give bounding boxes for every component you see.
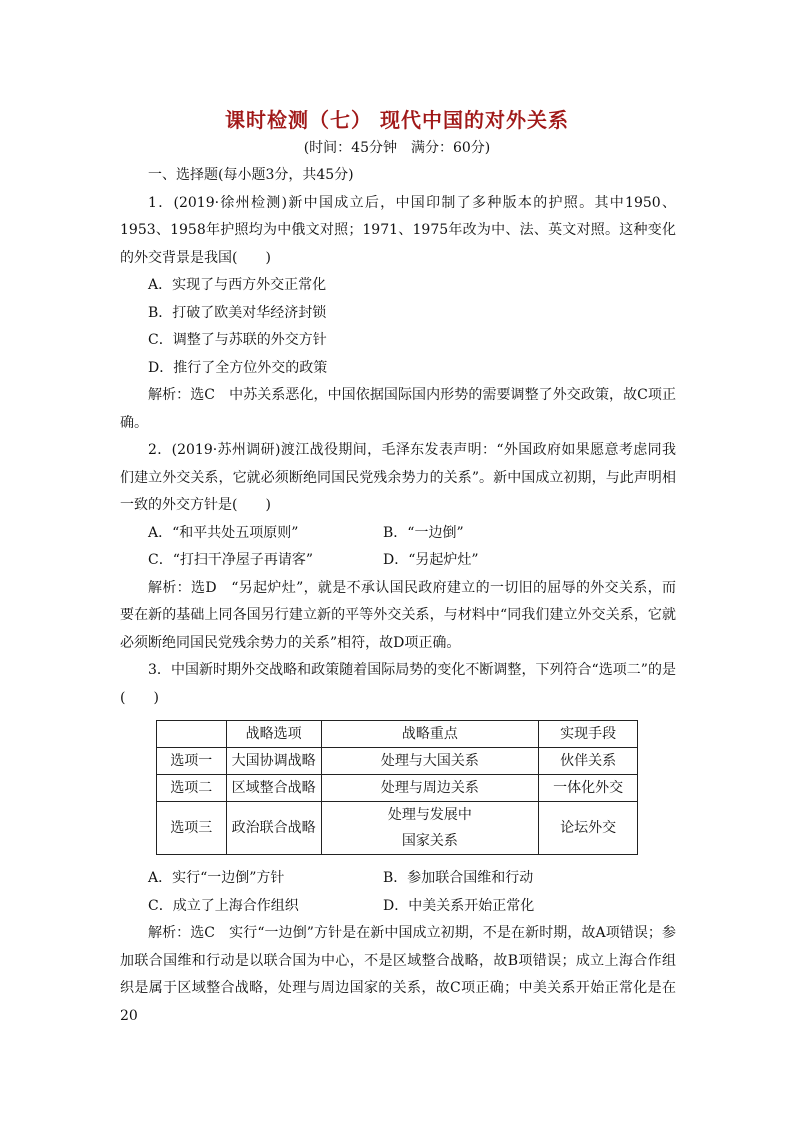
table-header-cell: 战略重点 bbox=[321, 721, 539, 748]
question-2-option-a: A．“和平共处五项原则” bbox=[148, 524, 299, 541]
exam-info: (时间：45分钟 满分：60分) bbox=[303, 140, 491, 156]
question-3-options-row-1 bbox=[120, 865, 676, 893]
question-1-analysis: 解析：选C 中苏关系恶化，中国依据国际国内形势的需要调整了外交政策，故C项正确。 bbox=[120, 387, 676, 431]
question-2-option-d: D．“另起炉灶” bbox=[383, 552, 479, 568]
question-3-option-d: D．中美关系开始正常化 bbox=[383, 897, 535, 914]
page-title: 课时检测（七） 现代中国的对外关系 bbox=[225, 108, 569, 132]
table-cell: 处理与周边关系 bbox=[321, 775, 539, 802]
table-cell bbox=[321, 802, 539, 855]
table-header-cell: 战略选项 bbox=[226, 721, 321, 748]
question-3-stem: 3．中国新时期外交战略和政策随着国际局势的变化不断调整，下列符合“选项二”的是( ) bbox=[120, 662, 676, 706]
table-row bbox=[157, 748, 638, 775]
question-3-option-b: B．参加联合国维和行动 bbox=[383, 870, 534, 886]
question-3-option-c: C．成立了上海合作组织 bbox=[148, 897, 299, 914]
table-row bbox=[157, 775, 638, 802]
table-cell: 选项一 bbox=[157, 748, 227, 775]
question-3-option-a: A．实行“一边倒”方针 bbox=[148, 870, 285, 886]
table-cell: 伙伴关系 bbox=[539, 748, 638, 775]
question-2-options-row-1 bbox=[120, 520, 676, 548]
table-cell-line: 国家关系 bbox=[401, 833, 458, 849]
table-cell: 政治联合战略 bbox=[226, 802, 321, 855]
question-1-option-b: B．打破了欧美对华经济封锁 bbox=[148, 304, 327, 321]
question-2-options-row-2 bbox=[120, 547, 676, 575]
question-1-option-a: A．实现了与西方外交正常化 bbox=[148, 277, 327, 293]
table-cell: 区域整合战略 bbox=[226, 775, 321, 802]
table-header-cell bbox=[157, 721, 227, 748]
question-1-option-c: C．调整了与苏联的外交方针 bbox=[148, 332, 327, 348]
table-row bbox=[157, 802, 638, 855]
table-header-cell: 实现手段 bbox=[539, 721, 638, 748]
table-cell: 选项二 bbox=[157, 775, 227, 802]
question-2-analysis: 解析：选D “另起炉灶”，就是不承认国民政府建立的一切旧的屈辱的外交关系，而要在新的基础上同各国另行建立新的平等外交关系，与材料中“同我们建立外交关系，它就必须断绝同国民党残余势力的关系”相符，故D项正确。 bbox=[120, 579, 676, 651]
section-heading: 一、选择题(每小题3分，共45分) bbox=[148, 167, 354, 183]
question-2-option-c: C．“打扫干净屋子再请客” bbox=[148, 552, 314, 568]
question-1-stem: 1．(2019·徐州检测)新中国成立后，中国印制了多种版本的护照。其中1950、1953、1958年护照均为中俄文对照；1971、1975年改为中、法、英文对照。这种变化的外交背景是我国( ) bbox=[120, 194, 676, 266]
table-cell: 一体化外交 bbox=[539, 775, 638, 802]
question-3-analysis: 解析：选C 实行“一边倒”方针是在新中国成立初期，不是在新时期，故A项错误；参加联合国维和行动是以联合国为中心，不是区域整合战略，故B项错误；成立上海合作组织是属于区域整合战略，处理与周边国家的关系，故C项正确；中美关系开始正常化是在20 bbox=[120, 925, 676, 1024]
document-body bbox=[120, 162, 676, 1030]
table-cell: 论坛外交 bbox=[539, 802, 638, 855]
table-cell: 大国协调战略 bbox=[226, 748, 321, 775]
table-cell-line: 处理与发展中 bbox=[387, 807, 472, 823]
question-1-option-d: D．推行了全方位外交的政策 bbox=[148, 359, 328, 376]
strategy-table bbox=[156, 720, 638, 855]
table-cell: 选项三 bbox=[157, 802, 227, 855]
table-header-row bbox=[157, 721, 638, 748]
question-2-option-b: B．“一边倒” bbox=[383, 524, 464, 541]
question-2-stem: 2．(2019·苏州调研)渡江战役期间，毛泽东发表声明：“外国政府如果愿意考虑同我们建立外交关系，它就必须断绝同国民党残余势力的关系”。新中国成立初期，与此声明相一致的外交方针是( ) bbox=[120, 442, 676, 513]
table-cell: 处理与大国关系 bbox=[321, 748, 539, 775]
question-3-options-row-2 bbox=[120, 893, 676, 921]
